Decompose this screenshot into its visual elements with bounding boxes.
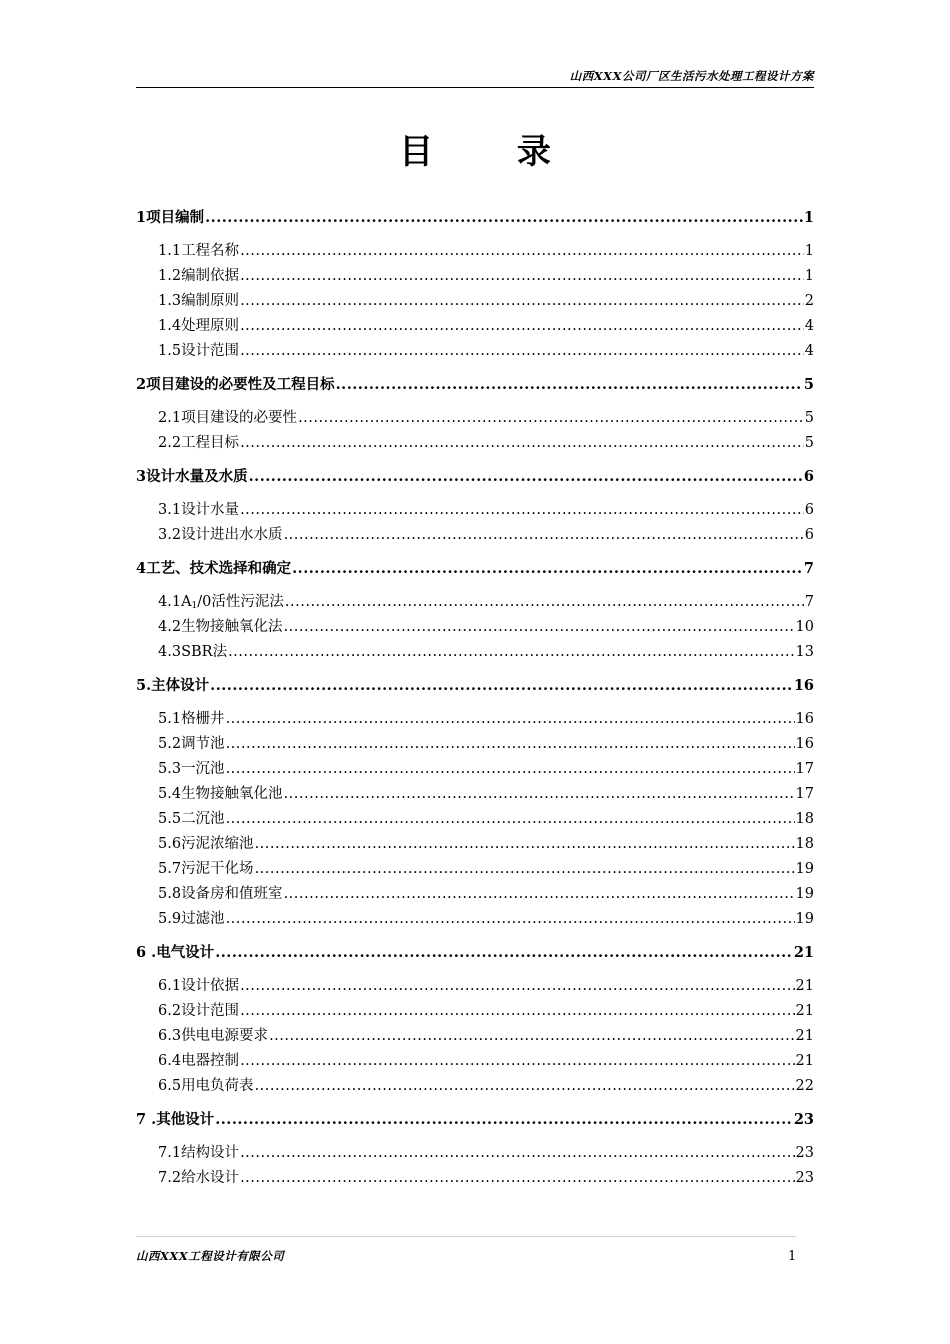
toc-entry-label: 生物接触氧化法 xyxy=(181,619,283,635)
toc-chapter-entry[interactable] xyxy=(136,940,814,966)
toc-dot-leader xyxy=(284,782,795,807)
toc-entry-page: 1 xyxy=(804,268,814,284)
toc-entry-number: 1.2 xyxy=(158,268,182,284)
toc-entry-page: 6 xyxy=(803,468,814,485)
toc-chapter-entry[interactable] xyxy=(136,673,814,699)
toc-entry-label: 编制原则 xyxy=(181,293,240,309)
toc-entry-number: 5.8 xyxy=(158,886,182,902)
toc-entry-label: 设计范围 xyxy=(181,1003,240,1019)
toc-entry-page: 23 xyxy=(793,1111,814,1128)
toc-entry-page: 6 xyxy=(804,502,814,518)
toc-entry-label: 格栅井 xyxy=(181,711,225,727)
toc-dot-leader xyxy=(240,1049,794,1074)
toc-dot-leader xyxy=(210,673,793,699)
toc-entry-number: 1.1 xyxy=(158,243,182,259)
toc-entry-page: 21 xyxy=(795,1028,814,1044)
toc-entry-page: 16 xyxy=(793,677,814,694)
toc-dot-leader xyxy=(215,940,793,966)
toc-entry-page: 16 xyxy=(795,736,814,752)
toc-entry-number: 1.4 xyxy=(158,318,182,334)
toc-entry-page: 19 xyxy=(795,911,814,927)
toc-dot-leader xyxy=(240,264,804,289)
toc-entry-label: 供电电源要求 xyxy=(181,1028,269,1044)
toc-chapter-entry[interactable] xyxy=(136,372,814,398)
header-title: 山西XXX公司厂区生活污水处理工程设计方案 xyxy=(569,69,814,83)
toc-section-entry[interactable] xyxy=(136,640,814,665)
toc-entry-label: 电气设计 xyxy=(156,944,215,961)
toc-section-entry[interactable] xyxy=(136,406,814,431)
toc-entry-page: 17 xyxy=(795,761,814,777)
toc-entry-number: 7.2 xyxy=(158,1170,182,1186)
toc-entry-label: 设计依据 xyxy=(181,978,240,994)
toc-section-entry[interactable] xyxy=(136,1024,814,1049)
toc-section-entry[interactable] xyxy=(136,882,814,907)
toc-entry-number: 4.3 xyxy=(158,644,182,660)
toc-entry-number: 5.3 xyxy=(158,761,182,777)
toc-section-entry[interactable] xyxy=(136,999,814,1024)
toc-entry-label: 电器控制 xyxy=(181,1053,240,1069)
toc-section-entry[interactable] xyxy=(136,782,814,807)
toc-entry-page: 17 xyxy=(795,786,814,802)
toc-dot-leader xyxy=(255,1074,795,1099)
toc-entry-page: 4 xyxy=(804,343,814,359)
toc-dot-leader xyxy=(240,974,794,999)
toc-section-entry[interactable] xyxy=(136,289,814,314)
toc-entry-number: 2 xyxy=(136,376,147,393)
toc-entry-label: 工艺、技术选择和确定 xyxy=(146,560,292,577)
footer-company: 山西XXX工程设计有限公司 xyxy=(136,1249,285,1263)
toc-entry-page: 22 xyxy=(795,1078,814,1094)
toc-entry-page: 5 xyxy=(804,435,814,451)
toc-section-entry[interactable] xyxy=(136,339,814,364)
toc-chapter-entry[interactable] xyxy=(136,556,814,582)
toc-entry-page: 18 xyxy=(795,836,814,852)
toc-entry-number: 7 . xyxy=(136,1111,157,1128)
toc-section-entry[interactable] xyxy=(136,523,814,548)
toc-entry-label: 设计进出水水质 xyxy=(181,527,283,543)
toc-dot-leader xyxy=(292,556,803,582)
toc-entry-number: 5.2 xyxy=(158,736,182,752)
toc-entry-number: 7.1 xyxy=(158,1145,182,1161)
toc-dot-leader xyxy=(240,314,804,339)
toc-dot-leader xyxy=(336,372,803,398)
toc-entry-number: 5.1 xyxy=(158,711,182,727)
toc-section-entry[interactable] xyxy=(136,707,814,732)
toc-dot-leader xyxy=(240,289,804,314)
toc-entry-number: 1 xyxy=(136,209,147,226)
toc-entry-number: 4 xyxy=(136,560,147,577)
toc-section-entry[interactable] xyxy=(136,757,814,782)
toc-entry-label: 生物接触氧化池 xyxy=(181,786,283,802)
toc-entry-page: 7 xyxy=(803,560,814,577)
toc-dot-leader xyxy=(215,1107,793,1133)
toc-dot-leader xyxy=(269,1024,794,1049)
toc-entry-page: 21 xyxy=(795,1003,814,1019)
toc-entry-label: SBR法 xyxy=(181,644,228,660)
toc-entry-label: 工程名称 xyxy=(181,243,240,259)
toc-section-entry[interactable] xyxy=(136,832,814,857)
toc-section-entry[interactable] xyxy=(136,732,814,757)
toc-entry-page: 23 xyxy=(795,1170,814,1186)
toc-section-entry[interactable] xyxy=(136,264,814,289)
toc-dot-leader xyxy=(240,431,804,456)
footer-divider xyxy=(136,1236,796,1237)
toc-dot-leader xyxy=(240,1166,794,1191)
toc-dot-leader xyxy=(226,907,795,932)
toc-section-entry[interactable] xyxy=(136,498,814,523)
toc-entry-page: 10 xyxy=(795,619,814,635)
toc-entry-page: 23 xyxy=(795,1145,814,1161)
toc-entry-number: 4.2 xyxy=(158,619,182,635)
toc-dot-leader xyxy=(228,640,794,665)
toc-entry-number: 6.2 xyxy=(158,1003,182,1019)
toc-dot-leader xyxy=(226,757,795,782)
toc-entry-number: 2.1 xyxy=(158,410,182,426)
toc-entry-number: 5.7 xyxy=(158,861,182,877)
toc-entry-number: 5.6 xyxy=(158,836,182,852)
footer-page-number: 1 xyxy=(788,1249,797,1264)
toc-dot-leader xyxy=(249,464,803,490)
toc-dot-leader xyxy=(226,732,795,757)
toc-section-entry[interactable] xyxy=(136,1049,814,1074)
toc-entry-label: 项目编制 xyxy=(146,209,205,226)
toc-dot-leader xyxy=(240,498,804,523)
toc-entry-number: 6.4 xyxy=(158,1053,182,1069)
toc-dot-leader xyxy=(284,882,795,907)
toc-entry-page: 4 xyxy=(804,318,814,334)
toc-dot-leader xyxy=(205,205,803,231)
toc-dot-leader xyxy=(285,590,804,615)
toc-entry-page: 13 xyxy=(795,644,814,660)
toc-entry-label-subscript: 1 xyxy=(191,601,198,611)
toc-entry-number: 6.1 xyxy=(158,978,182,994)
toc-entry-page: 2 xyxy=(804,293,814,309)
toc-section-entry[interactable] xyxy=(136,431,814,456)
toc-section-entry[interactable] xyxy=(136,314,814,339)
toc-entry-label: 设计水量 xyxy=(181,502,240,518)
toc-entry-number: 6.5 xyxy=(158,1078,182,1094)
toc-entry-page: 21 xyxy=(795,1053,814,1069)
toc-entry-label: 结构设计 xyxy=(181,1145,240,1161)
toc-entry-label: 设计范围 xyxy=(181,343,240,359)
toc-dot-leader xyxy=(255,832,795,857)
toc-entry-label: 二沉池 xyxy=(181,811,225,827)
toc-entry-label: 给水设计 xyxy=(181,1170,240,1186)
toc-entry-page: 5 xyxy=(804,410,814,426)
toc-section-entry[interactable] xyxy=(136,907,814,932)
toc-entry-page: 19 xyxy=(795,861,814,877)
toc-chapter-entry[interactable] xyxy=(136,1107,814,1133)
toc-entry-label: 处理原则 xyxy=(181,318,240,334)
toc-entry-number: 6.3 xyxy=(158,1028,182,1044)
toc-entry-page: 5 xyxy=(803,376,814,393)
toc-entry-number: 2.2 xyxy=(158,435,182,451)
toc-dot-leader xyxy=(226,807,795,832)
toc-entry-number: 3 xyxy=(136,468,147,485)
toc-section-entry[interactable] xyxy=(136,857,814,882)
toc-dot-leader xyxy=(240,239,804,264)
toc-entry-label: 设计水量及水质 xyxy=(146,468,248,485)
toc-section-entry[interactable] xyxy=(136,239,814,264)
toc-entry-page: 6 xyxy=(804,527,814,543)
toc-entry-label: 污泥浓缩池 xyxy=(181,836,254,852)
toc-entry-number: 5.9 xyxy=(158,911,182,927)
toc-title: 目 录 xyxy=(399,132,587,172)
toc-entry-label-part: /0活性污泥法 xyxy=(197,594,284,610)
toc-entry-number: 5. xyxy=(136,677,152,694)
toc-section-entry[interactable] xyxy=(136,974,814,999)
table-of-contents xyxy=(136,205,814,1191)
toc-entry-number: 3.1 xyxy=(158,502,182,518)
toc-entry-label xyxy=(181,590,284,615)
toc-entry-number: 5.5 xyxy=(158,811,182,827)
toc-dot-leader xyxy=(298,406,804,431)
toc-section-entry[interactable] xyxy=(136,1166,814,1191)
toc-entry-number: 5.4 xyxy=(158,786,182,802)
toc-entry-label-part: A xyxy=(181,594,192,610)
toc-section-entry[interactable] xyxy=(136,615,814,640)
toc-entry-label: 其他设计 xyxy=(156,1111,215,1128)
toc-entry-number: 1.5 xyxy=(158,343,182,359)
toc-chapter-entry[interactable] xyxy=(136,464,814,490)
toc-dot-leader xyxy=(255,857,795,882)
toc-entry-label: 工程目标 xyxy=(181,435,240,451)
toc-entry-number: 3.2 xyxy=(158,527,182,543)
toc-entry-label: 一沉池 xyxy=(181,761,225,777)
toc-entry-label: 项目建设的必要性及工程目标 xyxy=(146,376,335,393)
toc-dot-leader xyxy=(240,1141,794,1166)
toc-dot-leader xyxy=(240,339,804,364)
toc-entry-page: 16 xyxy=(795,711,814,727)
toc-entry-label: 编制依据 xyxy=(181,268,240,284)
toc-entry-page: 19 xyxy=(795,886,814,902)
toc-entry-number: 4.1 xyxy=(158,594,182,610)
toc-entry-label: 设备房和值班室 xyxy=(181,886,283,902)
toc-entry-label: 污泥干化场 xyxy=(181,861,254,877)
toc-entry-label: 项目建设的必要性 xyxy=(181,410,298,426)
toc-entry-page: 7 xyxy=(804,594,814,610)
toc-entry-number: 6 . xyxy=(136,944,157,961)
toc-entry-label: 主体设计 xyxy=(151,677,210,694)
toc-entry-label: 用电负荷表 xyxy=(181,1078,254,1094)
toc-entry-label: 过滤池 xyxy=(181,911,225,927)
toc-entry-number: 1.3 xyxy=(158,293,182,309)
toc-dot-leader xyxy=(284,615,795,640)
toc-dot-leader xyxy=(284,523,804,548)
toc-entry-page: 21 xyxy=(793,944,814,961)
toc-dot-leader xyxy=(240,999,794,1024)
toc-entry-page: 1 xyxy=(804,243,814,259)
toc-section-entry[interactable] xyxy=(136,1074,814,1099)
toc-entry-page: 1 xyxy=(803,209,814,226)
toc-dot-leader xyxy=(226,707,795,732)
toc-section-entry[interactable] xyxy=(136,1141,814,1166)
toc-section-entry[interactable] xyxy=(136,590,814,615)
toc-section-entry[interactable] xyxy=(136,807,814,832)
toc-entry-page: 18 xyxy=(795,811,814,827)
page-header xyxy=(136,67,814,88)
toc-chapter-entry[interactable] xyxy=(136,205,814,231)
toc-entry-page: 21 xyxy=(795,978,814,994)
toc-entry-label: 调节池 xyxy=(181,736,225,752)
